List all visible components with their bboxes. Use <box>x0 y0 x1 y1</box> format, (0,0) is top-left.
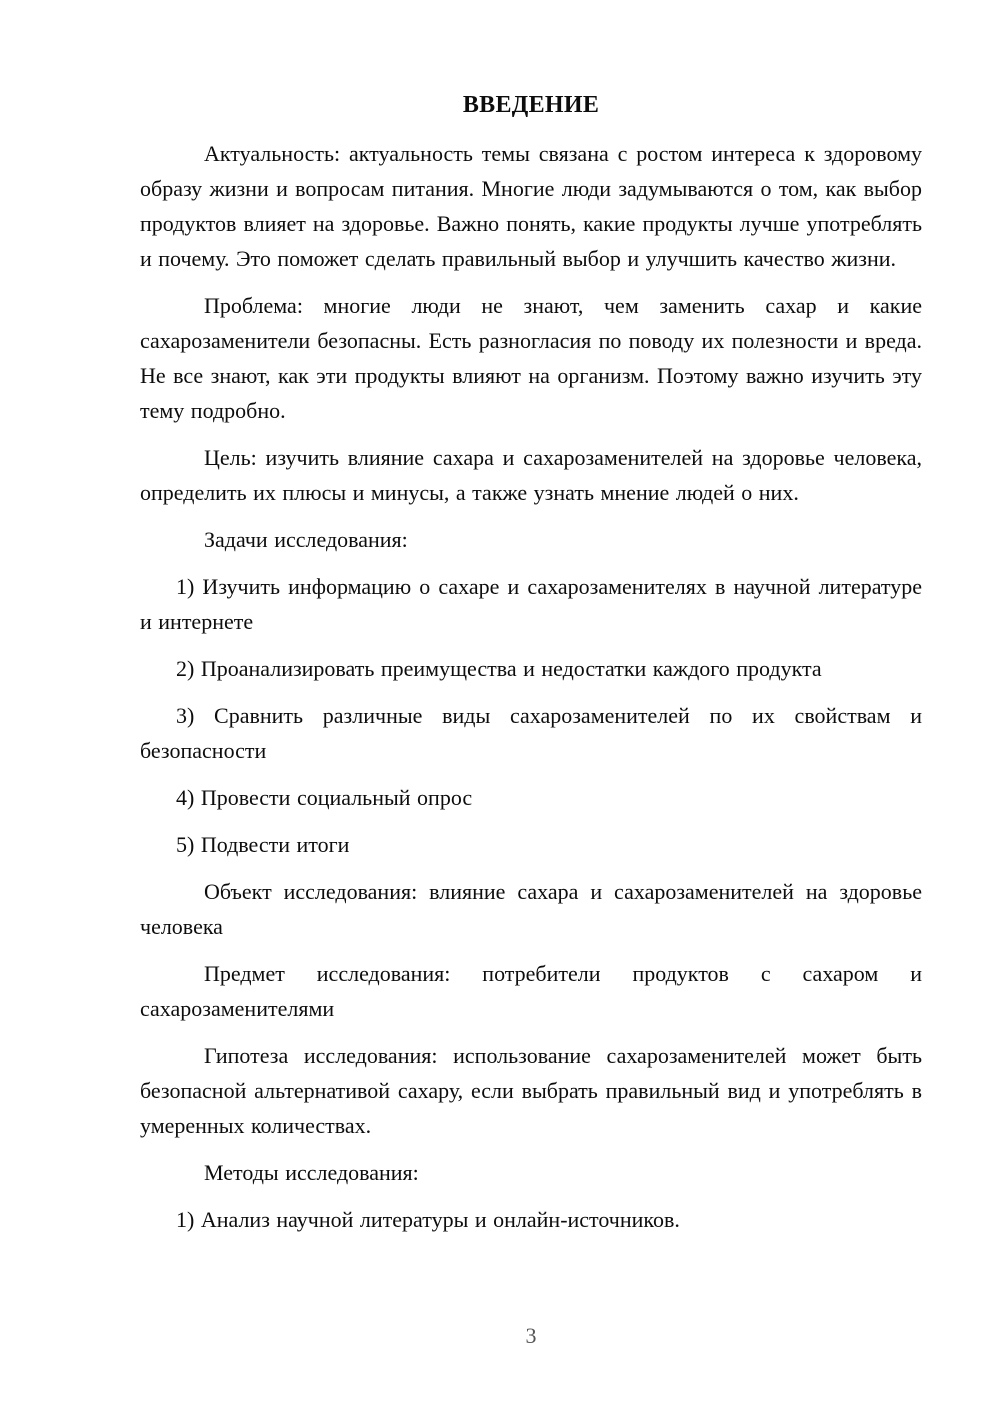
page-title: ВВЕДЕНИЕ <box>462 92 600 118</box>
list-item-task-5: 5) Подвести итоги <box>176 832 350 857</box>
paragraph-problem: Проблема: многие люди не знают, чем заменить сахар и какие сахарозаменители безопасны. Есть разногласия по поводу их полезности и вреда. Не все знают, как эти продукты влияют на организм. Поэтому важно изучить эту тему подробно. <box>140 293 922 423</box>
paragraph-tasks-heading: Задачи исследования: <box>204 527 408 552</box>
paragraph-subject: Предмет исследования: потребители продуктов с сахаром и сахарозаменителями <box>140 961 922 1021</box>
paragraph-object: Объект исследования: влияние сахара и сахарозаменителей на здоровье человека <box>140 879 922 939</box>
paragraph-goal: Цель: изучить влияние сахара и сахарозаменителей на здоровье человека, определить их плюсы и минусы, а также узнать мнение людей о них. <box>140 445 922 505</box>
list-item-task-4: 4) Провести социальный опрос <box>176 785 473 810</box>
list-item-method-1: 1) Анализ научной литературы и онлайн-источников. <box>176 1207 680 1232</box>
paragraph-relevance: Актуальность: актуальность темы связана с ростом интереса к здоровому образу жизни и вопросам питания. Многие люди задумываются о том, как выбор продуктов влияет на здоровье. Важно понять, какие продукты лучше употреблять и почему. Это поможет сделать правильный выбор и улучшить качество жизни. <box>140 141 922 271</box>
list-item-task-2: 2) Проанализировать преимущества и недостатки каждого продукта <box>176 656 822 681</box>
list-item-task-3: 3) Сравнить различные виды сахарозаменителей по их свойствам и безопасности <box>140 703 922 763</box>
list-item-task-1: 1) Изучить информацию о сахаре и сахарозаменителях в научной литературе и интернете <box>140 574 922 634</box>
page-number: 3 <box>525 1323 537 1348</box>
paragraph-methods-heading: Методы исследования: <box>204 1160 419 1185</box>
paragraph-hypothesis: Гипотеза исследования: использование сахарозаменителей может быть безопасной альтернативой сахару, если выбрать правильный вид и употреблять в умеренных количествах. <box>140 1043 922 1138</box>
